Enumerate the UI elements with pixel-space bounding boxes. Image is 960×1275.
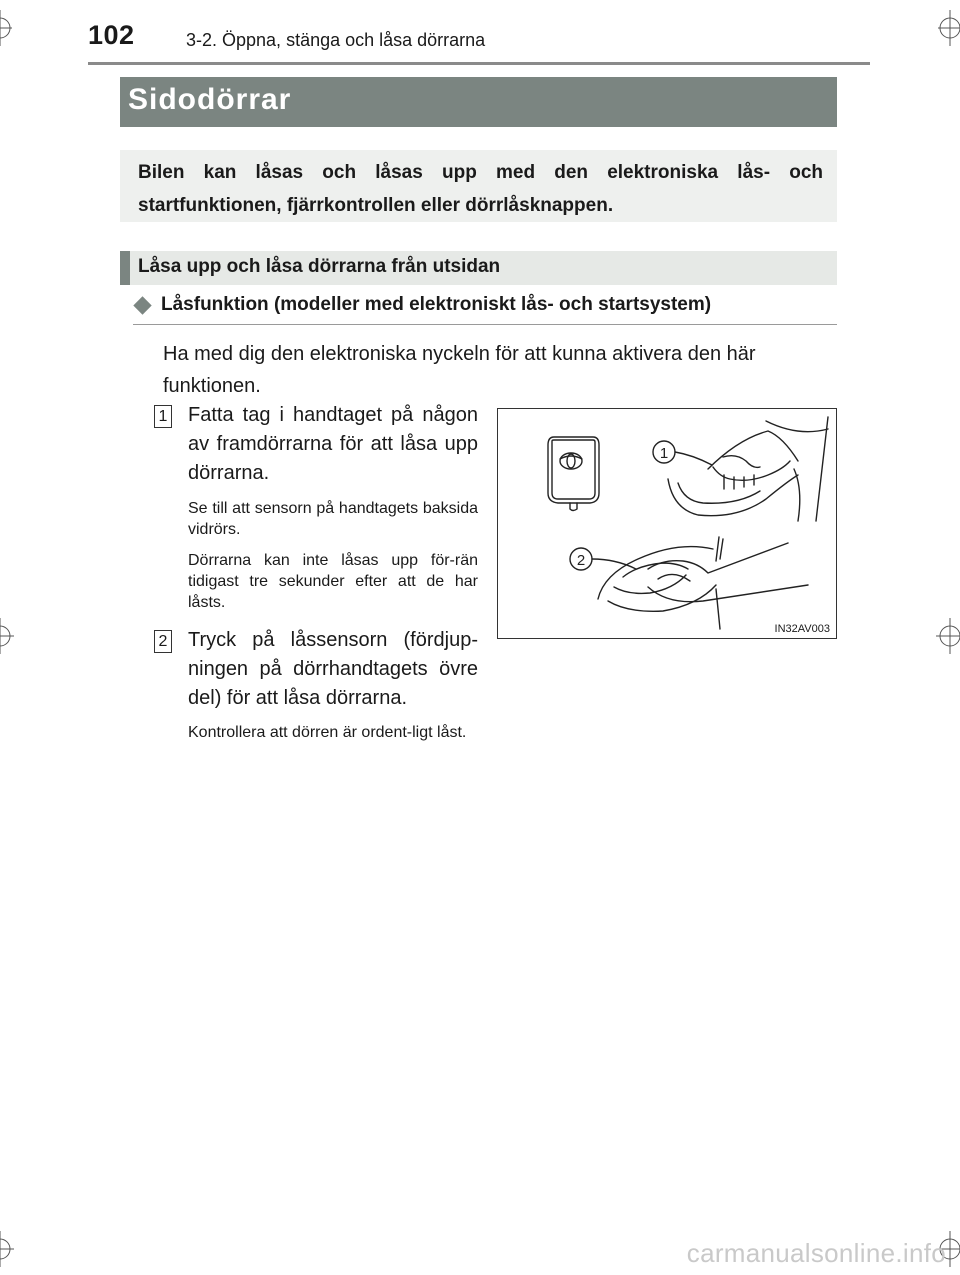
chapter-title: 3-2. Öppna, stänga och låsa dörrarna: [186, 30, 486, 50]
key-fob-icon: [548, 437, 599, 511]
page-number: 102: [88, 20, 135, 50]
step-2-note-1: Kontrollera att dörren är ordent-ligt låst.: [188, 724, 467, 741]
callout-1: 1: [659, 445, 669, 462]
step-2-text: Tryck på låssensorn (fördjup-ningen på dörrhandtagets övre del) för att låsa dörrarna.: [188, 629, 478, 709]
watermark: carmanualsonline.info: [686, 1238, 946, 1268]
door-handle-illustration: [497, 408, 837, 639]
header-divider: [88, 62, 870, 65]
intro-box: [120, 150, 837, 222]
bullet-heading-text: Låsfunktion (modeller med elektroniskt lås- och startsystem): [161, 294, 712, 315]
step-1-note-1: Se till att sensorn på handtagets baksida vidrörs.: [188, 500, 478, 538]
step-number-1: 1: [154, 405, 172, 428]
callout-2: 2: [576, 552, 586, 569]
body-paragraph: Ha med dig den elektroniska nyckeln för att kunna aktivera den här funktionen.: [163, 343, 756, 397]
step-number-2: 2: [154, 630, 172, 653]
figure-code: IN32AV003: [774, 623, 830, 635]
diamond-bullet-icon: [133, 296, 151, 314]
intro-text: Bilen kan låsas och låsas upp med den elektroniska lås- och startfunktionen, fjärrkontrollen eller dörrlåsknappen.: [138, 162, 823, 216]
bullet-heading: [133, 294, 837, 316]
subsection-title: Låsa upp och låsa dörrarna från utsidan: [138, 256, 501, 277]
bullet-divider: [133, 324, 837, 325]
section-title: Sidodörrar: [120, 77, 837, 127]
step-1-text: Fatta tag i handtaget på någon av framdörrarna för att låsa upp dörrarna.: [188, 404, 478, 484]
subsection-title-band: [120, 251, 837, 285]
step-1-note-2: Dörrarna kan inte låsas upp för-rän tidigast tre sekunder efter att de har låsts.: [188, 552, 478, 611]
illustration-drawing: [498, 409, 835, 637]
